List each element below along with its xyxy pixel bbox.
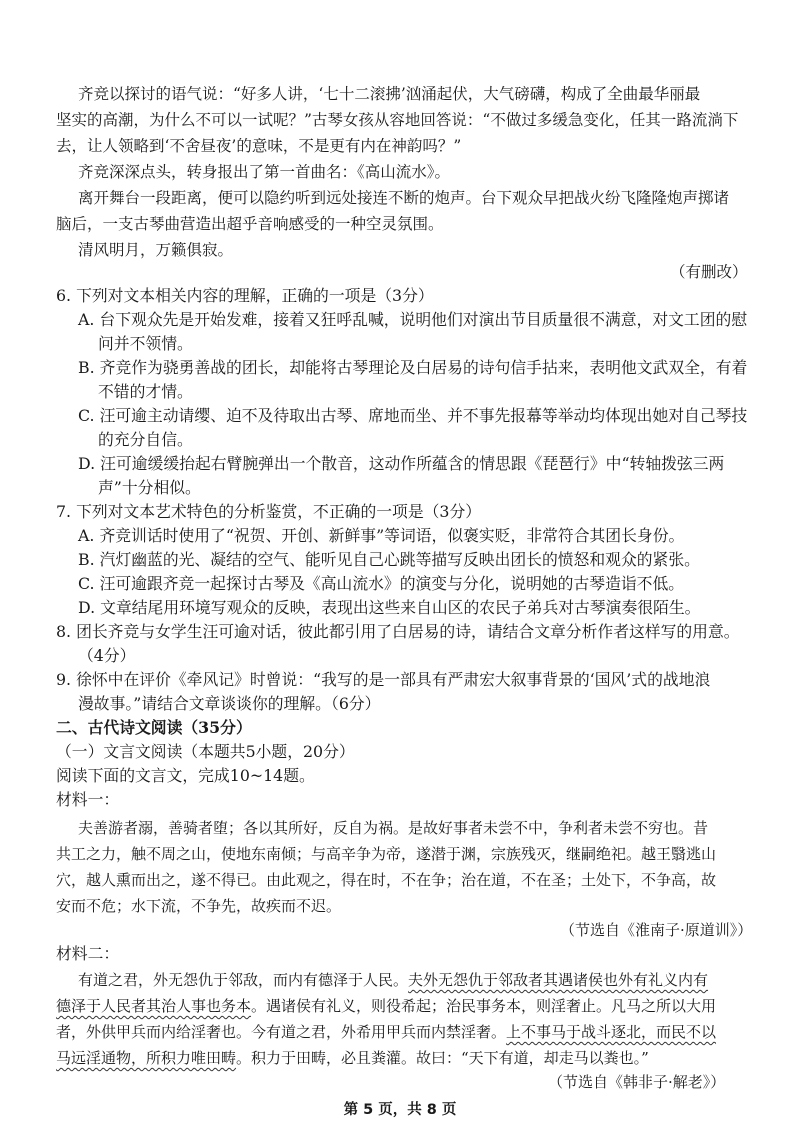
q8-stem: 8. 团长齐竞与女学生汪可逾对话，彼此都引用了白居易的诗，请结合文章分析作者这样写的用意。 xyxy=(56,622,740,641)
q9-stem: 9. 徐怀中在评价《牵风记》时曾说：“我写的是一部具有严肃宏大叙事背景的‘国风’式的战地浪 xyxy=(56,670,711,689)
material1-line-1: 夫善游者溺，善骑者堕；各以其所好，反自为祸。是故好事者未尝不中，争利者未尝不穷也。昔 xyxy=(78,819,709,837)
material1-source: （节选自《淮南子·原道训》） xyxy=(560,921,753,939)
q6-option-c-cont: 的充分自信。 xyxy=(98,430,193,449)
material2-line-1-underlined: 夫外无怨仇于邻敌者其遇诸侯也外有礼义内有 xyxy=(408,971,709,989)
q6-option-b-cont: 不错的才情。 xyxy=(98,382,193,401)
material1-label: 材料一： xyxy=(56,790,120,809)
q7-option-b: B. 汽灯幽蓝的光、凝结的空气、能听见自己心跳等描写反映出团长的愤怒和观众的紧张。 xyxy=(78,550,700,569)
material2-line-2-underlined: 德泽于人民者其治人事也务本 xyxy=(56,997,252,1015)
q9-stem-cont: 漫故事。”请结合文章谈谈你的理解。（6分） xyxy=(78,694,381,713)
material2-line-2 xyxy=(56,996,716,1016)
q7-option-c: C. 汪可逾跟齐竞一起探讨古琴及《高山流水》的演变与分化，说明她的古琴造诣不低。 xyxy=(78,574,685,593)
passage-line-5: 离开舞台一段距离，便可以隐约听到远处接连不断的炮声。台下观众早把战火纷飞隆隆炮声掷诸 xyxy=(78,189,730,207)
q6-option-c: C. 汪可逾主动请缨、迫不及待取出古琴、席地而坐、并不事先报幕等举动均体现出她对自己琴技 xyxy=(78,406,748,425)
passage-line-3: 去，让人领略到‘不舍昼夜’的意味，不是更有内在神韵吗？” xyxy=(56,137,462,155)
q6-option-b: B. 齐竞作为骁勇善战的团长，却能将古琴理论及白居易的诗句信手拈来，表明他文武双全，有着 xyxy=(78,358,748,377)
material2-line-3-plain: 者，外供甲兵而内给淫奢也。今有道之君，外希用甲兵而内禁淫奢。 xyxy=(56,1023,507,1041)
material2-line-4-tail: 。积力于田畴，必且粪灌。故曰：“天下有道，却走马以粪也。” xyxy=(236,1049,649,1067)
material2-line-1-plain: 有道之君，外无怨仇于邻敌，而内有德泽于人民。 xyxy=(78,971,409,989)
q6-stem: 6. 下列对文本相关内容的理解，正确的一项是（3分） xyxy=(56,286,434,305)
sub-heading: （一）文言文阅读（本题共5小题，20分） xyxy=(56,742,355,761)
passage-line-6: 脑后，一支古琴曲营造出超乎音响感受的一种空灵氛围。 xyxy=(56,215,444,233)
passage-line-2: 坚实的高潮，为什么不可以一试呢？”古琴女孩从容地回答说：“不做过多缓急变化，任其一路流淌下 xyxy=(56,111,739,129)
source-note: （有删改） xyxy=(670,263,748,281)
material2-line-3-underlined: 上不事马于战斗逐北，而民不以 xyxy=(506,1023,717,1041)
page-footer: 第 5 页，共 8 页 xyxy=(343,1102,457,1118)
material2-line-2-tail: 。遇诸侯有礼义，则役希起；治民事务本，则淫奢止。凡马之所以大用 xyxy=(251,997,717,1015)
material2-line-4-underlined: 马远淫通物，所积力唯田畴 xyxy=(56,1049,237,1067)
material1-line-2: 共工之力，触不周之山，使地东南倾；与高辛争为帝，遂潜于渊，宗族残灭，继嗣绝祀。越王翳逃山 xyxy=(56,845,717,863)
material2-label: 材料二： xyxy=(56,944,120,963)
q6-option-a-cont: 问并不领情。 xyxy=(98,334,193,353)
passage-line-4: 齐竞深深点头，转身报出了第一首曲名：《高山流水》。 xyxy=(78,163,451,181)
material1-line-4: 安而不危；水下流，不争先，故疾而不迟。 xyxy=(56,897,342,915)
q6-option-d-cont: 声”十分相似。 xyxy=(98,478,201,497)
passage-line-1: 齐竞以探讨的语气说：“好多人讲，‘七十二滚拂’汹涌起伏，大气磅礴，构成了全曲最华丽最 xyxy=(78,85,701,103)
section-heading: 二、古代诗文阅读（35分） xyxy=(56,718,252,737)
q6-option-d: D. 汪可逾缓缓抬起右臂腕弹出一个散音，这动作所蕴含的情思跟《琵琶行》中“转轴拨弦三两 xyxy=(78,454,725,473)
material2-line-4 xyxy=(56,1048,649,1068)
material2-line-3 xyxy=(56,1022,716,1042)
q7-option-d: D. 文章结尾用环境写观众的反映，表现出这些来自山区的农民子弟兵对古琴演奏很陌生。 xyxy=(78,598,701,617)
material2-source: （节选自《韩非子·解老》） xyxy=(548,1073,726,1091)
material1-line-3: 穴，越人熏而出之，遂不得已。由此观之，得在时，不在争；治在道，不在圣；土处下，不争高，故 xyxy=(56,871,717,889)
q6-option-a: A. 台下观众先是开始发难，接着又狂呼乱喊，说明他们对演出节目质量很不满意，对文工团的慰 xyxy=(78,310,748,329)
material2-line-1 xyxy=(78,970,708,990)
q7-option-a: A. 齐竞训话时使用了“祝贺、开创、新鲜事”等词语，似褒实贬，非常符合其团长身份。 xyxy=(78,526,685,545)
passage-line-7: 清风明月，万籁俱寂。 xyxy=(78,241,234,259)
q8-stem-cont: （4分） xyxy=(78,646,136,665)
q7-stem: 7. 下列对文本艺术特色的分析鉴赏，不正确的一项是（3分） xyxy=(56,502,482,521)
instruction: 阅读下面的文言文，完成10~14题。 xyxy=(56,766,315,785)
